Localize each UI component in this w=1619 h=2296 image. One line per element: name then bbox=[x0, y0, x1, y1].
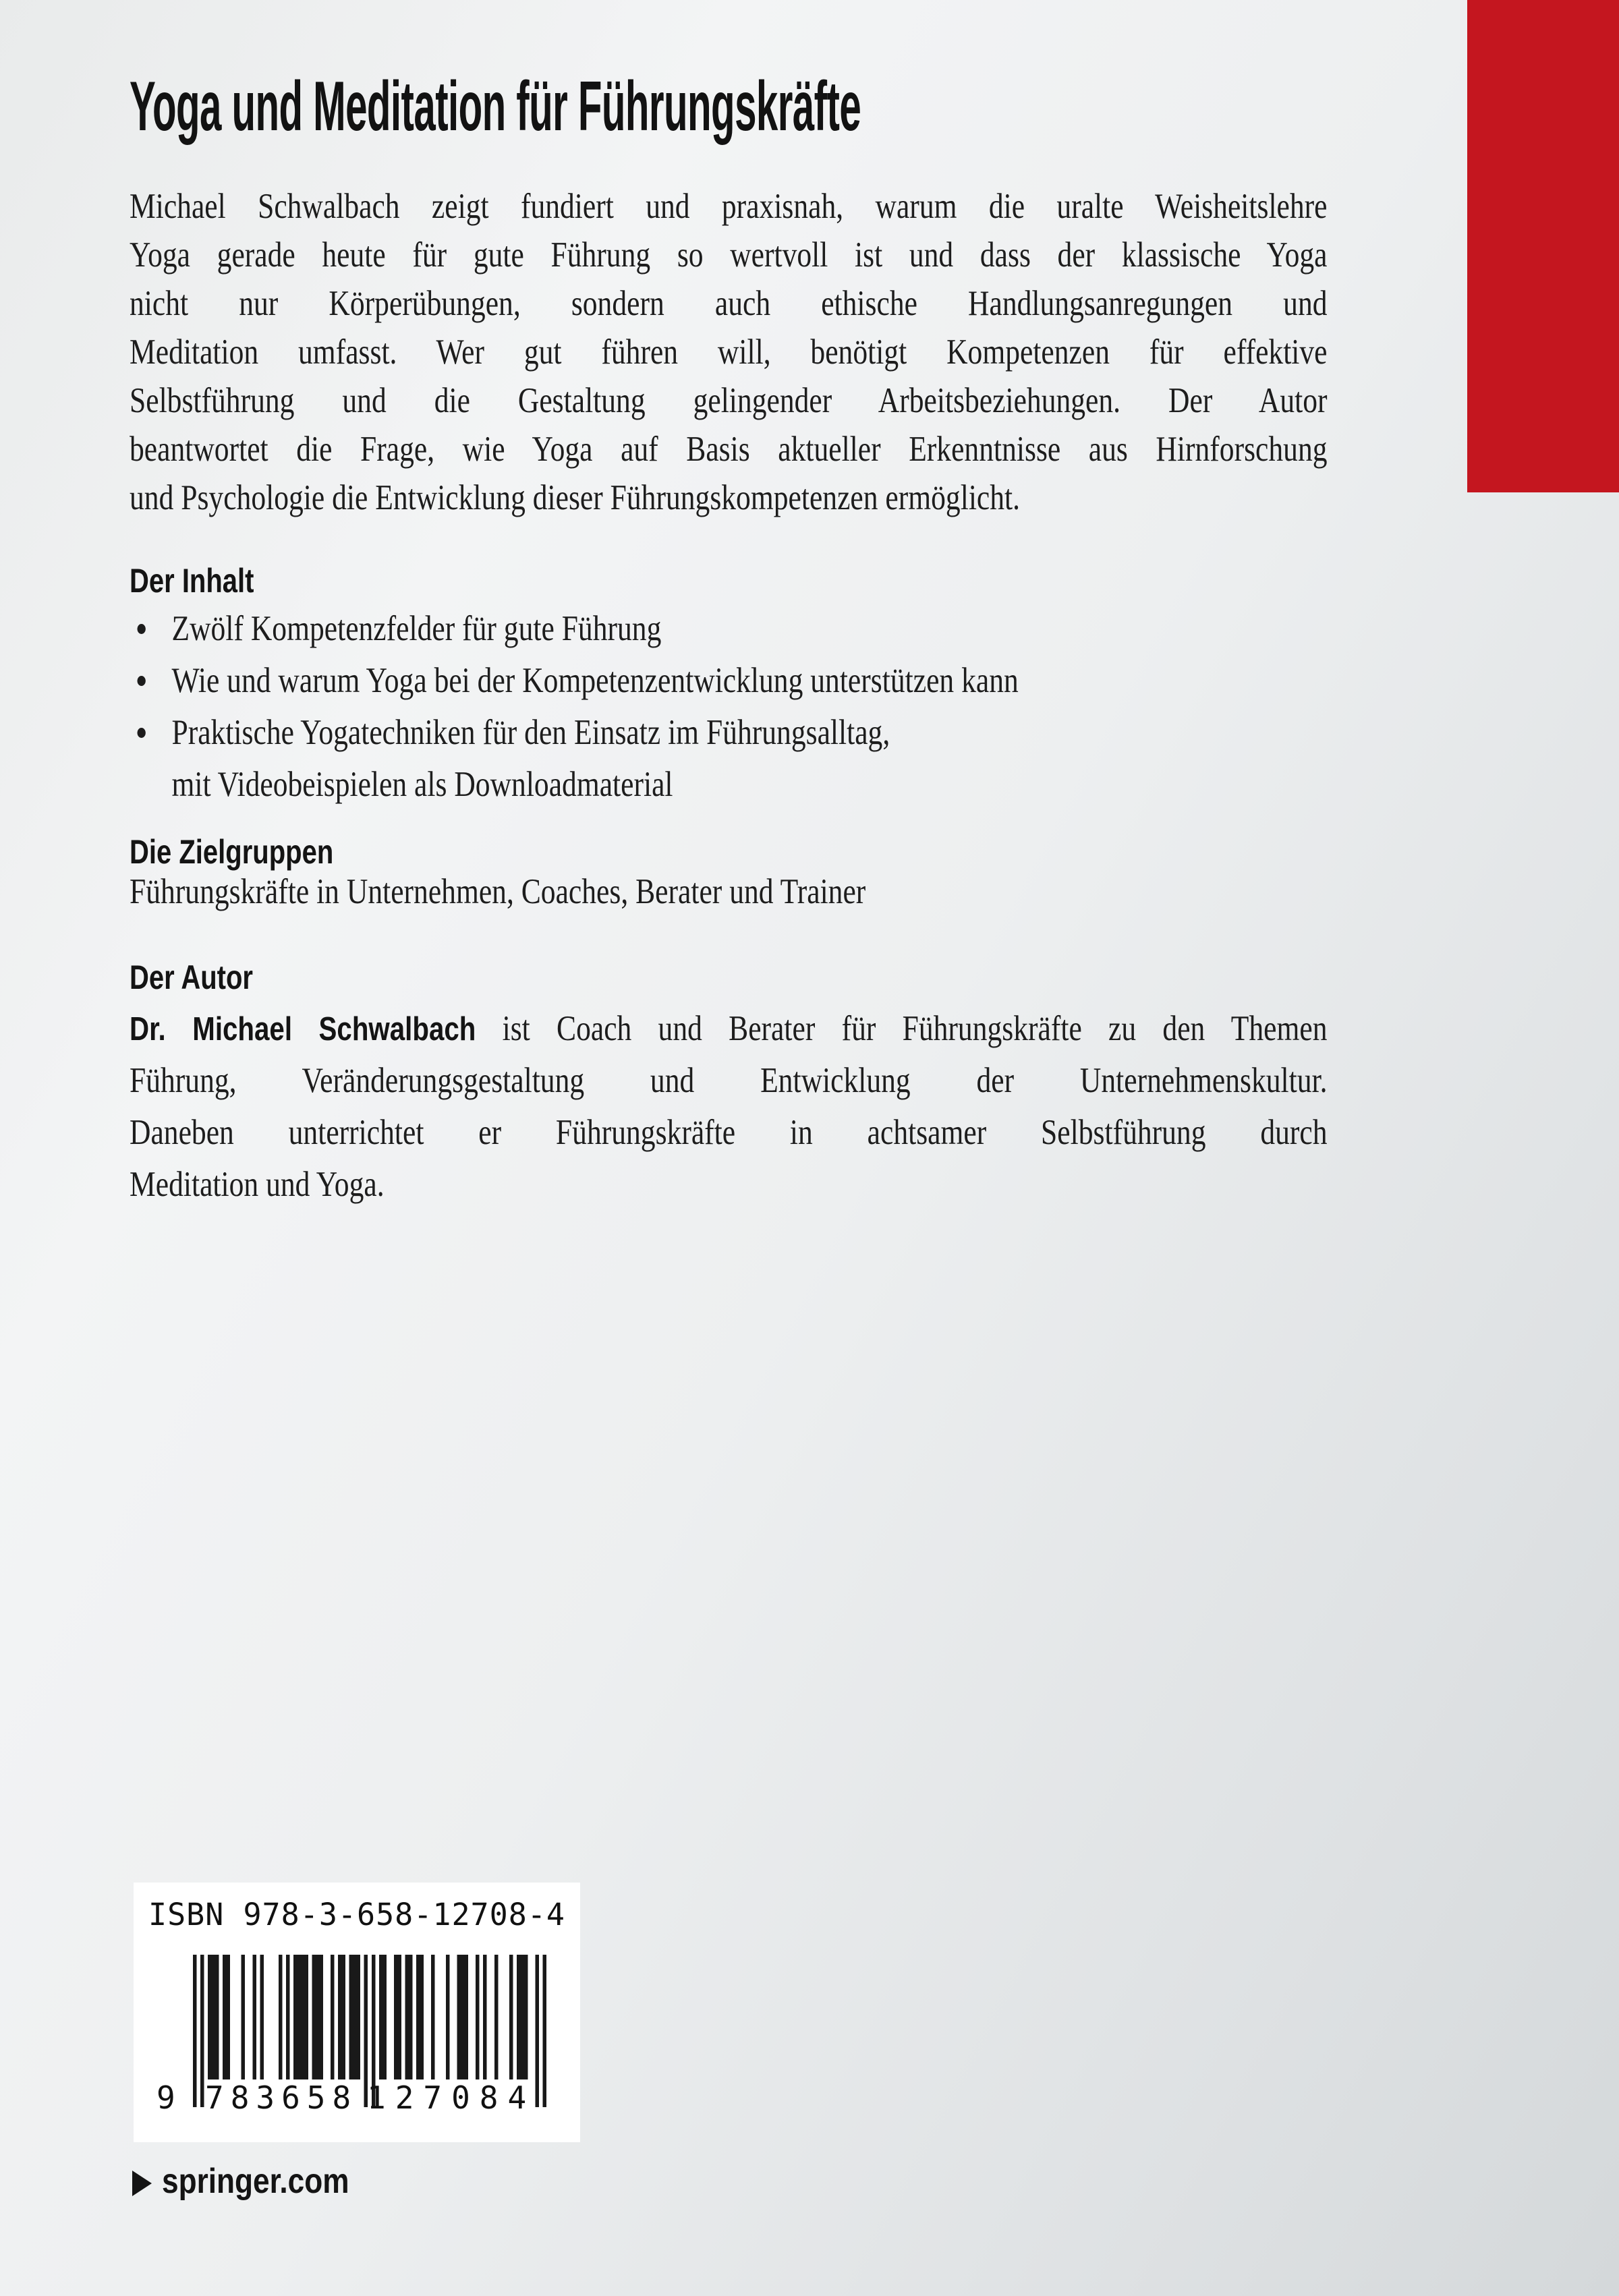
text-line: Selbstführung und die Gestaltung gelingender Arbeitsbeziehungen. Der Autor bbox=[130, 381, 1328, 420]
ean-left-digits: 783658 bbox=[205, 2079, 358, 2116]
text-line: Michael Schwalbach zeigt fundiert und praxisnah, warum die uralte Weisheitslehre bbox=[130, 187, 1328, 226]
isbn-number: ISBN 978-3-658-12708-4 bbox=[148, 1897, 566, 1932]
intro-paragraph bbox=[130, 182, 1328, 522]
book-title: Yoga und Meditation für Führungskräfte bbox=[130, 67, 861, 146]
accent-block bbox=[1467, 0, 1619, 492]
right-triangle-icon bbox=[132, 2171, 152, 2196]
author-name-bold: Dr. Michael Schwalbach bbox=[130, 1011, 476, 1047]
ean-right-digits: 127084 bbox=[367, 2079, 536, 2116]
bullet-icon bbox=[138, 728, 146, 738]
zielgruppen-text bbox=[130, 867, 1328, 916]
bullet-icon bbox=[138, 624, 146, 634]
section-heading-autor: Der Autor bbox=[130, 958, 253, 996]
text-line: und Psychologie die Entwicklung dieser Führungskompetenzen ermöglicht. bbox=[130, 478, 1021, 517]
text-line: Meditation umfasst. Wer gut führen will, benötigt Kompetenzen für effektive bbox=[130, 333, 1328, 372]
text-line: Praktische Yogatechniken für den Einsatz im Führungsalltag, bbox=[171, 713, 890, 752]
text-line: Dr. Michael Schwalbach ist Coach und Berater für Führungskräfte zu den Themen bbox=[130, 1009, 1328, 1048]
publisher-website: springer.com bbox=[162, 2162, 349, 2201]
text-line: Yoga gerade heute für gute Führung so wertvoll ist und dass der klassische Yoga bbox=[130, 235, 1328, 275]
text-line: nicht nur Körperübungen, sondern auch ethische Handlungsanregungen und bbox=[130, 284, 1328, 323]
list-item bbox=[130, 603, 1328, 655]
text-line: mit Videobeispielen als Downloadmaterial bbox=[171, 765, 673, 804]
text-line: Zwölf Kompetenzfelder für gute Führung bbox=[171, 609, 662, 648]
section-heading-inhalt: Der Inhalt bbox=[130, 562, 254, 600]
text-line: beantwortet die Frage, wie Yoga auf Basis aktueller Erkenntnisse aus Hirnforschung bbox=[130, 430, 1328, 469]
text-line: Führung, Veränderungsgestaltung und Entwicklung der Unternehmenskultur. bbox=[130, 1061, 1328, 1100]
text-line: Meditation und Yoga. bbox=[130, 1165, 385, 1204]
list-item bbox=[130, 707, 1328, 811]
inhalt-bullet-list bbox=[130, 603, 1328, 811]
zielgruppen-line: Führungskräfte in Unternehmen, Coaches, Berater und Trainer bbox=[130, 872, 866, 911]
section-heading-zielgruppen: Die Zielgruppen bbox=[130, 833, 334, 871]
isbn-barcode-box bbox=[134, 1883, 580, 2142]
ean-first-digit: 9 bbox=[157, 2079, 175, 2116]
text-line: Wie und warum Yoga bei der Kompetenzentwicklung unterstützen kann bbox=[171, 661, 1019, 700]
text-line: Daneben unterrichtet er Führungskräfte in achtsamer Selbstführung durch bbox=[130, 1113, 1328, 1152]
bullet-icon bbox=[138, 676, 146, 686]
list-item bbox=[130, 655, 1328, 707]
autor-paragraph bbox=[130, 1003, 1328, 1211]
